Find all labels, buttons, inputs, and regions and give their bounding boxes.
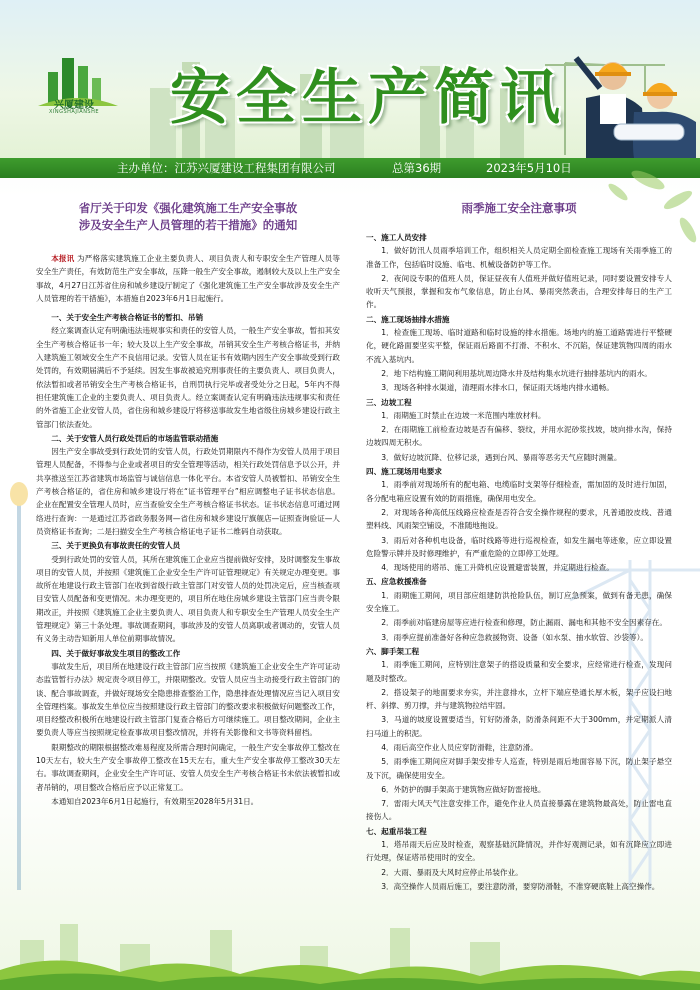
list-item: 6．外防护的脚手架高于建筑物应做好防雷接地。 bbox=[381, 784, 546, 794]
logo-name: 兴厦建设 bbox=[54, 100, 94, 111]
section-body: 受到行政处罚的安管人员，其所在建筑施工企业应当提前做好安排，及时调整发生事故项目的安管人员，并按照《建筑施工企业安全生产许可证管理规定》有关规定办理变更。事故所在地建设行政主管部门在收到省级行政主管部门对安管人员的处罚决定后，应当核查项目安管人员配备和变更情况。未办理变更的，项目所在地住房城乡建设主管部门应当责令限期改正，并按照《建筑施工企业主要负责人、项目负责人和专职安全生产管理人员安全生产管理规定》第三十条处理。事故调查期间，事故涉及的安管人员离职或者调动的，安管人员有义务主动告知新用人单位前期事故情况。 bbox=[36, 554, 340, 644]
list-item: 2．在雨期施工前检查边坡是否有偏移、裂纹，并用水泥砂浆找坡，坡向排水沟，保持边坡四周无积水。 bbox=[366, 425, 672, 448]
section-heading: 四、施工现场用电要求 bbox=[366, 467, 442, 477]
section-body: 事故发生后，项目所在地建设行政主管部门应当按照《建筑施工企业安全生产许可证动态监管暂行办法》规定责令项目停工，并限期整改。安管人员应当主动接受行政主管部门的谈、配合事故调查，并做好现场安全隐患排查整治工作，隐患排查处理情况应当记入项目安全管理档案。事故发生单位应当按照建设行政主管部门的整改要求积极做好问题整改工作，项目经整改积极所在地建设行政主管部门复查合格后方可继续施工。项目整改期间，企业主要负责人等应当按照规定检查事故项目整改情况，并将有关影像和文书等资料留档。 bbox=[36, 661, 340, 738]
list-item: 1．雨期施工期间，项目部应组建防洪抢险队伍，制订应急预案，做到有备无患，确保安全施工。 bbox=[366, 590, 672, 614]
list-item: 3．雨季应提前准备好各种应急救援物资、设备（如水泵、抽水软管、沙袋等）。 bbox=[381, 632, 648, 642]
host-organization: 主办单位：江苏兴厦建设工程集团有限公司 bbox=[117, 161, 336, 175]
list-item: 2．夜间设专职的值班人员，保证昼夜有人值班并做好值班记录，同时要设置安排专人收听天气预报，掌握和发布气象信息，防止台风、暴雨突然袭击，合理安排每日的生产工作。 bbox=[366, 273, 672, 310]
section-heading: 二、关于安管人员行政处罚后的市场监管联动措施 bbox=[51, 433, 219, 443]
list-item: 2．对现场各种高低压线路应检查是否符合安全操作规程的要求，凡普通胶皮线、普通塑料线、风雨架空铺设，不准随地拖设。 bbox=[366, 507, 672, 531]
list-item: 3．马道的坡度设置要适当，钉好防滑条，防滑条间距不大于300mm，并定期派人清扫马道上的积泥。 bbox=[366, 715, 672, 738]
list-item: 4．现场使用的塔吊、施工升降机应设置避雷装置，并定期进行检查。 bbox=[381, 563, 614, 573]
left-title-line-1: 省厅关于印发《强化建筑施工生产安全事故 bbox=[78, 201, 298, 215]
list-item: 1．做好防汛人员雨季培训工作，组织相关人员定期全面检查施工现场有关雨季施工的准备工作，包括临时设施、临电、机械设备防护等工作。 bbox=[366, 246, 672, 269]
section-heading: 五、应急救援准备 bbox=[366, 577, 427, 587]
section-heading: 二、施工现场抽排水措施 bbox=[366, 314, 450, 324]
list-item: 3．高空操作人员雨后施工，要注意防滑，要穿防滑鞋，不准穿硬底鞋上高空操作。 bbox=[381, 881, 660, 891]
left-article bbox=[36, 200, 340, 809]
right-sections bbox=[366, 231, 672, 893]
section-heading: 一、关于安全生产考核合格证书的暂扣、吊销 bbox=[51, 313, 204, 323]
masthead-title: 安全生产简讯 bbox=[170, 63, 566, 133]
section-heading: 三、关于更换负有事故责任的安管人员 bbox=[51, 541, 181, 551]
list-item: 4．雨后高空作业人员应穿防滑鞋，注意防滑。 bbox=[381, 742, 538, 752]
masthead bbox=[0, 0, 700, 158]
section-heading: 三、边坡工程 bbox=[366, 397, 412, 407]
list-item: 2．地下结构施工期间利用基坑周边降水井及结构集水坑进行抽排基坑内的雨水。 bbox=[381, 368, 652, 378]
list-item: 5．雨季施工期间应对脚手架安排专人巡查，特别是雨后地面容易下沉，防止架子悬空及下沉，确保使用安全。 bbox=[366, 757, 672, 780]
worker-icon bbox=[556, 38, 696, 158]
left-article-title bbox=[36, 200, 340, 234]
section-body: 经立案调查认定有明确违法违规事实和责任的安管人员，一般生产安全事故，暂扣其安全生产考核合格证书一年；较大及以上生产安全事故，吊销其安全生产考核合格证书，并纳入建筑施工领域安全生产不良信用记录。安管人员在证书有效期内因生产安全事故受到行政处罚的，有效期届满后不予延续。因发生事故被追究刑事责任的主要负责人、项目负责人，依法暂扣或者吊销安全生产考核合格证书，自刑罚执行完毕或者受处分之日起，5年内不得担任建筑施工企业的主要负责人、项目负责人。经立案调查认定有明确违法违规事实和责任的外省施工企业安管人员，省住房和城乡建设厅将移送事故发生地省级住房城乡建设行政主管部门依法查处。 bbox=[36, 326, 340, 429]
logo-subtitle: XINGSHAJIANSHE bbox=[48, 109, 100, 115]
section-heading: 六、脚手架工程 bbox=[366, 646, 420, 656]
list-item: 1．塔吊雨天后应及时检查，观察基础沉降情况，并作好观测记录，如有沉降应立即进行处理，保证塔吊使用时的安全。 bbox=[366, 840, 672, 863]
list-item: 7．雷雨大风天气注意安排工作，避免作业人员直接暴露在建筑物最高处，防止雷电直接伤人。 bbox=[366, 799, 672, 822]
list-item: 1．雨季前对现场所有的配电箱、电缆临时支架等仔细检查，需加固的及时进行加固，各分配电箱应设置有效的防雨措施，确保用电安全。 bbox=[366, 480, 672, 503]
issue-number: 总第36期 bbox=[392, 161, 442, 175]
left-intro bbox=[36, 252, 340, 305]
intro-text: 为严格落实建筑施工企业主要负责人、项目负责人和专职安全生产管理人员等安全生产责任，有效防范生产安全事故，压降一般生产安全事故，遏制较大及以上生产安全事故，4月27日江苏省住房和城乡建设厅制定了《强化建筑施工生产安全事故涉及安全生产人员管理的若干措施》，本措施自2023年6月1日起施行。 bbox=[36, 254, 341, 303]
effective-date: 本通知自2023年6月1日起施行，有效期至2028年5月31日。 bbox=[51, 796, 259, 806]
list-item: 2．雨季前对临建房屋等应进行检查和修理，防止漏雨、漏电和其他不安全因素存在。 bbox=[381, 618, 667, 628]
lead-tag: 本报讯 bbox=[51, 254, 75, 263]
list-item: 3．现场各种排水渠道，清理雨水排水口，保证雨天场地内排水通畅。 bbox=[381, 383, 614, 393]
list-item: 1．检查施工现场、临时道路和临时设施的排水措施。场地内的施工道路需进行平整硬化，硬化路面要坚实平整，保证雨后路面不打滑、不积水、不沉陷，保证建筑物四周的雨水不流入基坑内。 bbox=[366, 328, 672, 364]
list-item: 2．大雨、暴雨及大风时应停止吊装作业。 bbox=[381, 867, 523, 877]
right-article bbox=[366, 200, 672, 894]
section-heading: 七、起重吊装工程 bbox=[366, 826, 427, 836]
street-lamp-icon bbox=[8, 470, 30, 890]
right-article-title: 雨季施工安全注意事项 bbox=[461, 201, 577, 215]
list-item: 2．搭设架子的地面要求夯实，并注意排水，立杆下端应垫通长厚木板，架子应设扫地杆、斜撑、剪刀撑，并与建筑物拉结牢固。 bbox=[366, 687, 672, 711]
list-item: 3．雨后对各种机电设备，临时线路等进行巡视检查，如发生漏电等迹象，应立即设置危险警示牌并及时修理维护，有严重危险的立即停工处理。 bbox=[366, 535, 672, 558]
left-title-line-2: 涉及安全生产人员管理的若干措施》的通知 bbox=[78, 218, 298, 232]
list-item: 1．雨期施工时禁止在边坡一米范围内堆放材料。 bbox=[381, 410, 546, 420]
section-body: 因生产安全事故受到行政处罚的安管人员，行政处罚期限内不得作为安管人员用于项目管理人员配备，不得参与企业或者项目的安全管理等活动，相关行政处罚信息予以公开，并共享推送至江苏省建筑市场监管与诚信信息一体化平台。本省安管人员被暂扣、吊销安全生产考核合格证的，省住房和城乡建设厅将在“证书管理平台”相应调整电子证书状态信息。企业在配置安全管理人员时，应当查验安全生产考核合格证书状态。证书状态信息可通过网络进行查询：一是通过江苏省政务服务网—省住房和城乡建设厅旗舰店—证照查询验证—人员资格证书查询；二是扫描安全生产考核合格证电子证书二维码自动获取。 bbox=[36, 447, 340, 536]
issue-date: 2023年5月10日 bbox=[486, 161, 572, 175]
footer-skyline-icon bbox=[0, 900, 700, 990]
list-item: 3．做好边坡沉降、位移记录，遇到台风、暴雨等恶劣天气应随时测量。 bbox=[381, 452, 622, 462]
section-heading: 四、关于做好事故发生项目的整改工作 bbox=[51, 648, 181, 658]
section-body: 限期整改的期限根据整改难易程度及所需合理时间确定，一般生产安全事故停工整改在10天左右，较大生产安全事故停工整改在15天左右，重大生产安全事故停工整改30天左右。事故调查期间，企业安全生产许可证、安管人员安全生产考核合格证书未依法被暂扣或者吊销的，项目整改合格后应予以正常复工。 bbox=[36, 742, 340, 792]
section-heading: 一、施工人员安排 bbox=[366, 233, 427, 242]
list-item: 1．雨季施工期间，应特别注意架子的搭设质量和安全要求，应经常进行检查，发现问题及时整改。 bbox=[366, 660, 672, 683]
